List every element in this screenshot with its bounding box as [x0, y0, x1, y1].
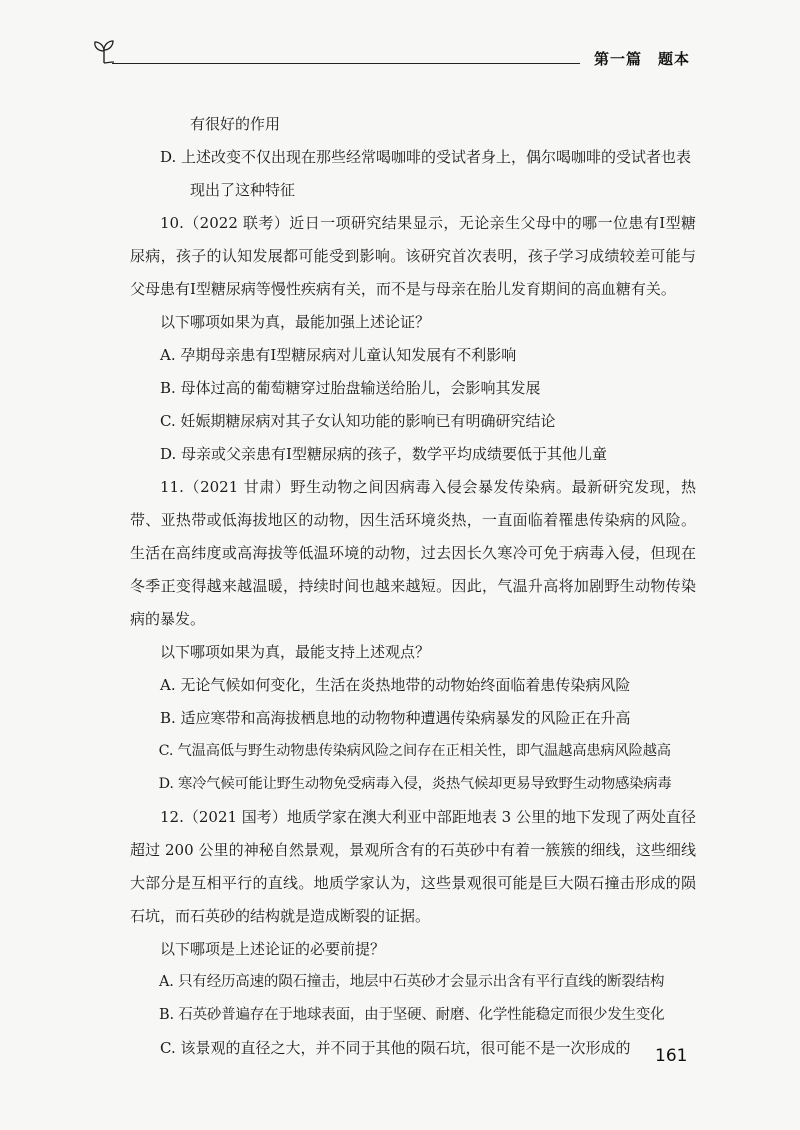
question-10-prompt: 以下哪项如果为真，最能加强上述论证？	[160, 313, 431, 331]
page-header	[0, 0, 800, 80]
continuation-line: 有很好的作用	[190, 115, 281, 133]
question-11-option-d: D. 寒冷气候可能让野生动物免受病毒入侵，炎热气候却更易导致野生动物感染病毒	[158, 776, 672, 792]
question-11-prompt: 以下哪项如果为真，最能支持上述观点？	[160, 643, 431, 661]
question-11-option-b: B. 适应寒带和高海拔栖息地的动物物种遭遇传染病暴发的风险正在升高	[160, 709, 631, 727]
question-10-text: 10.（2022 联考）近日一项研究结果显示，无论亲生父母中的哪一位患有Ⅰ型糖尿病，孩子的认知发展都可能受到影响。该研究首次表明，孩子学习成绩较差可能与父母患有Ⅰ型糖尿病等慢性疾病有关，而不是与母亲在胎儿发育期间的高血糖有关。	[130, 214, 696, 298]
prev-option-d	[130, 141, 696, 174]
question-11-text: 11.（2021 甘肃）野生动物之间因病毒入侵会暴发传染病。最新研究发现，热带、亚热带或低海拔地区的动物，因生活环境炎热，一直面临着罹患传染病的风险。生活在高纬度或高海拔等低温环境的动物，过去因长久寒冷可免于病毒入侵，但现在冬季正变得越来越温暖，持续时间也越来越短。因此，气温升高将加剧野生动物传染病的暴发。	[130, 478, 696, 628]
prev-option-d-continuation: 现出了这种特征	[190, 181, 296, 199]
page-content	[130, 108, 696, 1065]
question-12-option-a: A. 只有经历高速的陨石撞击，地层中石英砂才会显示出含有平行直线的断裂结构	[159, 974, 665, 990]
question-12-text: 12.（2021 国考）地质学家在澳大利亚中部距地表 3 公里的地下发现了两处直径超过 200 公里的神秘自然景观，景观所含有的石英砂中有着一簇簇的细线，这些细线大部分是互相平行的直线。地质学家认为，这些景观很可能是巨大陨石撞击形成的陨石坑，而石英砂的结构就是造成断裂的证据。	[130, 808, 696, 925]
question-11-option-a: A. 无论气候如何变化，生活在炎热地带的动物始终面临着患传染病风险	[160, 676, 631, 694]
page-number: 161	[655, 1046, 688, 1066]
question-10-option-c: C. 妊娠期糖尿病对其子女认知功能的影响已有明确研究结论	[160, 412, 556, 430]
question-10-option-a: A. 孕期母亲患有Ⅰ型糖尿病对儿童认知发展有不利影响	[160, 346, 517, 364]
prev-option-d-text: D. 上述改变不仅出现在那些经常喝咖啡的受试者身上，偶尔喝咖啡的受试者也表	[160, 148, 692, 166]
question-12-prompt: 以下哪项是上述论证的必要前提？	[160, 940, 386, 958]
question-12-option-c: C. 该景观的直径之大，并不同于其他的陨石坑，很可能不是一次形成的	[160, 1039, 631, 1057]
question-12-option-b: B. 石英砂普遍存在于地球表面，由于坚硬、耐磨、化学性能稳定而很少发生变化	[159, 1007, 665, 1023]
question-11-option-c: C. 气温高低与野生动物患传染病风险之间存在正相关性，即气温越高患病风险越高	[158, 743, 671, 759]
sprout-icon	[92, 38, 116, 64]
question-10-option-d: D. 母亲或父亲患有Ⅰ型糖尿病的孩子，数学平均成绩要低于其他儿童	[160, 445, 607, 463]
section-title: 第一篇 题本	[594, 50, 691, 68]
question-10-option-b: B. 母体过高的葡萄糖穿过胎盘输送给胎儿，会影响其发展	[160, 379, 541, 397]
header-rule	[112, 63, 580, 64]
